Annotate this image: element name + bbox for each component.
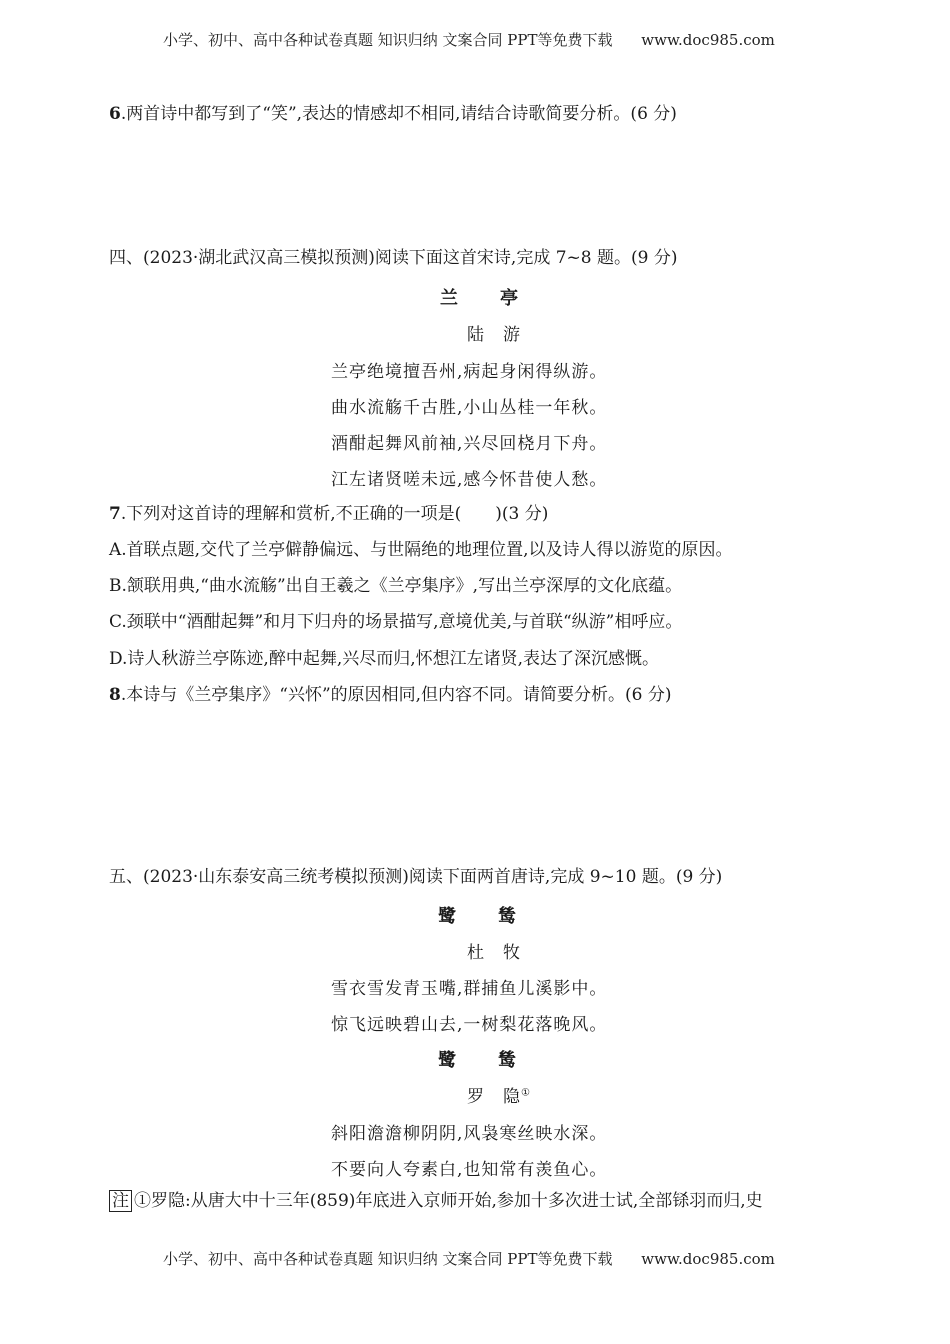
q7-option-a: A.首联点题,交代了兰亭僻静偏远、与世隔绝的地理位置,以及诗人得以游览的原因。	[109, 540, 733, 560]
section-5-heading: 五、(2023·山东泰安高三统考模拟预测)阅读下面两首唐诗,完成 9~10 题。(9 分)	[109, 867, 723, 887]
footnote-mark: ①	[521, 1087, 531, 1099]
poem-lanting-title: 兰 亭	[440, 288, 520, 309]
poem-lanting-author: 陆 游	[467, 325, 521, 345]
footnote	[109, 1190, 763, 1212]
q7-option-c: C.颈联中“酒酣起舞”和月下归舟的场景描写,意境优美,与首联“纵游”相呼应。	[109, 612, 683, 632]
poem-line: 斜阳澹澹柳阴阴,风袅寒丝映水深。	[331, 1124, 608, 1144]
q7-number: 7	[109, 504, 121, 524]
note-text: ①罗隐:从唐大中十三年(859)年底进入京师开始,参加十多次进士试,全部铩羽而归,史	[134, 1191, 763, 1211]
page-header	[163, 29, 775, 50]
footer-site: www.doc985.com	[641, 1250, 775, 1268]
question-6	[109, 103, 677, 125]
q6-text: .两首诗中都写到了“笑”,表达的情感却不相同,请结合诗歌简要分析。(6 分)	[120, 104, 677, 124]
section-4-heading: 四、(2023·湖北武汉高三模拟预测)阅读下面这首宋诗,完成 7~8 题。(9 分)	[109, 248, 678, 268]
header-site: www.doc985.com	[641, 31, 775, 49]
poem-lusi-dumu-author: 杜 牧	[467, 943, 521, 963]
footer-text: 小学、初中、高中各种试卷真题 知识归纳 文案合同 PPT等免费下载	[163, 1250, 613, 1268]
q7-option-b: B.颔联用典,“曲水流觞”出自王羲之《兰亭集序》,写出兰亭深厚的文化底蕴。	[109, 576, 683, 596]
author-name: 罗 隐	[467, 1087, 521, 1107]
note-label: 注	[109, 1190, 132, 1212]
question-7	[109, 503, 548, 525]
page-footer	[163, 1248, 775, 1269]
q8-number: 8	[109, 685, 121, 705]
q8-text: .本诗与《兰亭集序》“兴怀”的原因相同,但内容不同。请简要分析。(6 分)	[120, 685, 672, 705]
poem-lusi-luoyin-title: 鹭 鸶	[438, 1050, 518, 1071]
header-text: 小学、初中、高中各种试卷真题 知识归纳 文案合同 PPT等免费下载	[163, 31, 613, 49]
poem-lusi-dumu-title: 鹭 鸶	[438, 906, 518, 927]
poem-line: 曲水流觞千古胜,小山丛桂一年秋。	[331, 398, 608, 418]
question-8	[109, 684, 672, 706]
poem-lusi-luoyin-author	[467, 1082, 531, 1107]
poem-line: 江左诸贤嗟未远,感今怀昔使人愁。	[331, 470, 608, 490]
q7-option-d: D.诗人秋游兰亭陈迹,醉中起舞,兴尽而归,怀想江左诸贤,表达了深沉感慨。	[109, 649, 660, 669]
poem-line: 惊飞远映碧山去,一树梨花落晚风。	[331, 1015, 608, 1035]
poem-line: 不要向人夸素白,也知常有羡鱼心。	[331, 1160, 608, 1180]
poem-line: 兰亭绝境擅吾州,病起身闲得纵游。	[331, 362, 608, 382]
q7-stem: .下列对这首诗的理解和赏析,不正确的一项是( )(3 分)	[120, 504, 549, 524]
q6-number: 6	[109, 104, 121, 124]
poem-line: 酒酣起舞风前袖,兴尽回桡月下舟。	[331, 434, 608, 454]
poem-line: 雪衣雪发青玉嘴,群捕鱼儿溪影中。	[331, 979, 608, 999]
